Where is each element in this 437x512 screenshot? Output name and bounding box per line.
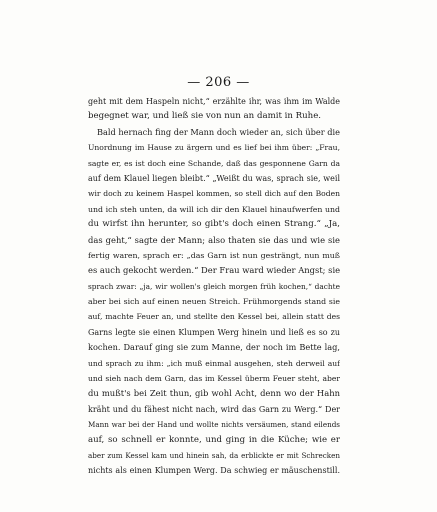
text-line: kochen. Darauf ging sie zum Manne, der noch im Bette lag, [88,342,340,353]
text-line: Unordnung im Hause zu ärgern und es lief bei ihm über: „Frau, [88,143,340,153]
text-line: aber zum Kessel kam und hinein sah, da erblickte er mit Schrecken [88,450,340,460]
text-line: du mußt's bei Zeit thun, gib wohl Acht, denn wo der Hahn [88,388,340,399]
text-line: sagte er, es ist doch eine Schande, daß das gesponnene Garn da [88,158,340,168]
text-line: sprach zwar: „ja, wir wollen's gleich morgen früh kochen,“ dachte [88,281,340,291]
text-line: und sprach zu ihm: „ich muß einmal ausgehen, steh derweil auf [88,358,340,368]
text-line: begegnet war, und ließ sie von nun an damit in Ruhe. [88,111,322,122]
text-line: Mann war bei der Hand und wollte nichts versäumen, stand eilends [88,420,340,430]
text-line: auf, so schnell er konnte, und ging in die Küche; wie er [88,434,340,445]
text-line: du wirfst ihn herunter, so gibt's doch einen Strang.“ „Ja, [88,219,340,230]
text-line: Garns legte sie einen Klumpen Werg hinein und ließ es so zu [88,327,340,337]
text-line: kräht und du fähest nicht nach, wird das Garn zu Werg.“ Der [88,404,340,414]
body-text [88,94,340,479]
text-line: und ich steh unten, da will ich dir den Klauel hinaufwerfen und [88,204,340,214]
text-line: wir doch zu keinem Haspel kommen, so stell dich auf den Boden [88,189,340,199]
text-line: nichts als einen Klumpen Werg. Da schwieg er mäuschenstill. [88,466,340,476]
text-line: das geht,“ sagte der Mann; also thaten sie das und wie sie [88,234,340,245]
text-line: auf dem Klauel liegen bleibt.“ „Weißt du was, sprach sie, weil [88,173,340,183]
text-line: geht mit dem Haspeln nicht,“ erzählte ihr, was ihm im Walde [88,97,340,106]
page-number: — 206 — [187,75,250,90]
text-line: Bald hernach fing der Mann doch wieder an, sich über die [97,126,340,137]
text-line: es auch gekocht werden.“ Der Frau ward wieder Angst; sie [88,265,340,276]
text-line: fertig waren, sprach er: „das Garn ist nun gesträngt, nun muß [88,250,340,260]
text-line: auf, machte Feuer an, und stellte den Kessel bei, allein statt des [88,312,340,322]
text-line: aber bei sich auf einen neuen Streich. Frühmorgends stand sie [88,297,340,307]
text-line: und sieh nach dem Garn, das im Kessel überm Feuer steht, aber [88,374,340,384]
